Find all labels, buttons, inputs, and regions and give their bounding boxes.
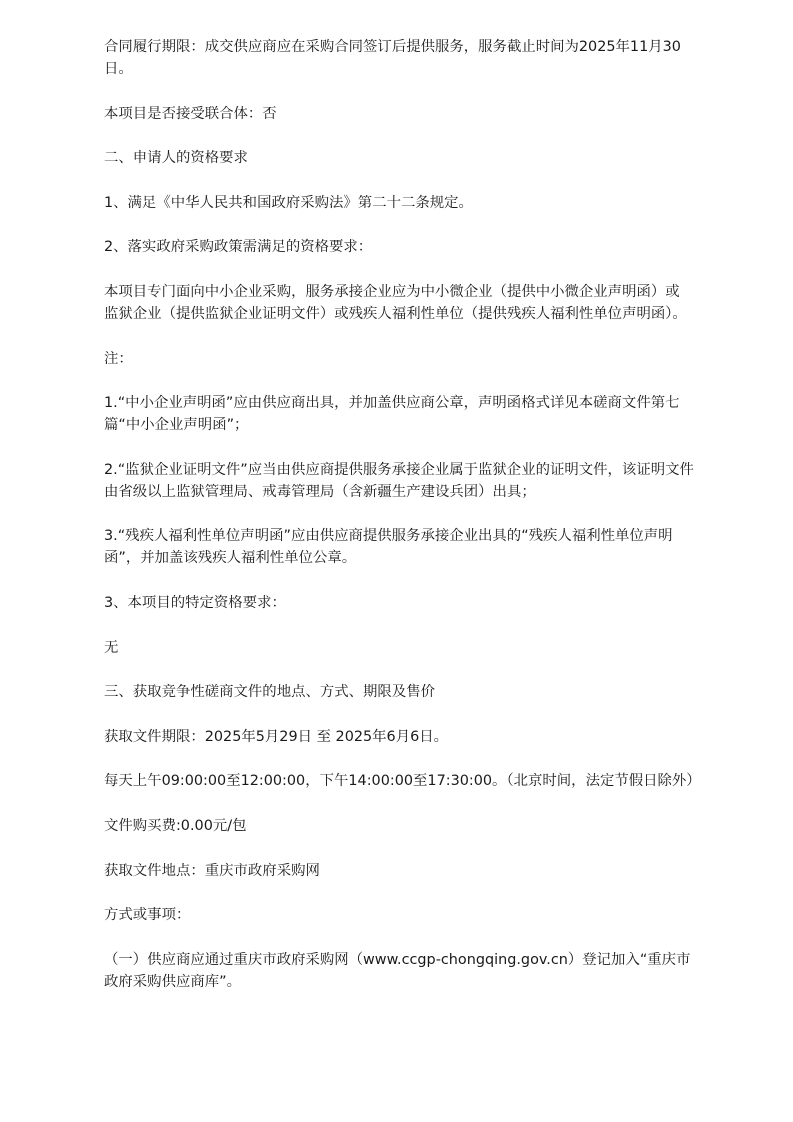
method-item-1: （一）供应商应通过重庆市政府采购网（www.ccgp-chongqing.gov.cn）登记加入“重庆市政府采购供应商库”。 [104, 951, 691, 990]
joint-venture-paragraph: 本项目是否接受联合体：否 [104, 105, 277, 122]
note-label: 注： [104, 350, 133, 367]
section-heading-qualifications: 二、申请人的资格要求 [104, 150, 248, 167]
method-label: 方式或事项： [104, 907, 191, 924]
qualification-item-2: 2、落实政府采购政策需满足的资格要求： [104, 239, 373, 256]
obtain-location-paragraph: 获取文件地点：重庆市政府采购网 [104, 862, 320, 879]
qualification-item-1: 1、满足《中华人民共和国政府采购法》第二十二条规定。 [104, 194, 473, 211]
section-heading-obtain-documents: 三、获取竞争性磋商文件的地点、方式、期限及售价 [104, 684, 435, 701]
obtain-period-paragraph: 获取文件期限：2025年5月29日 至 2025年6月6日。 [104, 728, 449, 745]
document-body [104, 36, 701, 1015]
daily-hours-paragraph: 每天上午09:00:00至12:00:00，下午14:00:00至17:30:00。（北京时间，法定节假日除外） [104, 773, 701, 790]
document-fee-paragraph: 文件购买费:0.00元/包 [104, 817, 247, 834]
note-item-2: 2.“监狱企业证明文件”应当由供应商提供服务承接企业属于监狱企业的证明文件，该证明文件由省级以上监狱管理局、戒毒管理局（含新疆生产建设兵团）出具； [104, 461, 694, 500]
contract-period-paragraph: 合同履行期限：成交供应商应在采购合同签订后提供服务，服务截止时间为2025年11月30日。 [104, 39, 681, 77]
specific-requirement-value: 无 [104, 639, 119, 656]
qualification-item-3: 3、本项目的特定资格要求： [104, 594, 286, 611]
note-item-3: 3.“残疾人福利性单位声明函”应由供应商提供服务承接企业出具的“残疾人福利性单位声明函”，并加盖该残疾人福利性单位公章。 [104, 528, 673, 567]
sme-requirement-paragraph: 本项目专门面向中小企业采购，服务承接企业应为中小微企业（提供中小微企业声明函）或监狱企业（提供监狱企业证明文件）或残疾人福利性单位（提供残疾人福利性单位声明函）。 [104, 283, 687, 322]
note-item-1: 1.“中小企业声明函”应由供应商出具，并加盖供应商公章，声明函格式详见本磋商文件第七篇“中小企业声明函”； [104, 395, 680, 434]
